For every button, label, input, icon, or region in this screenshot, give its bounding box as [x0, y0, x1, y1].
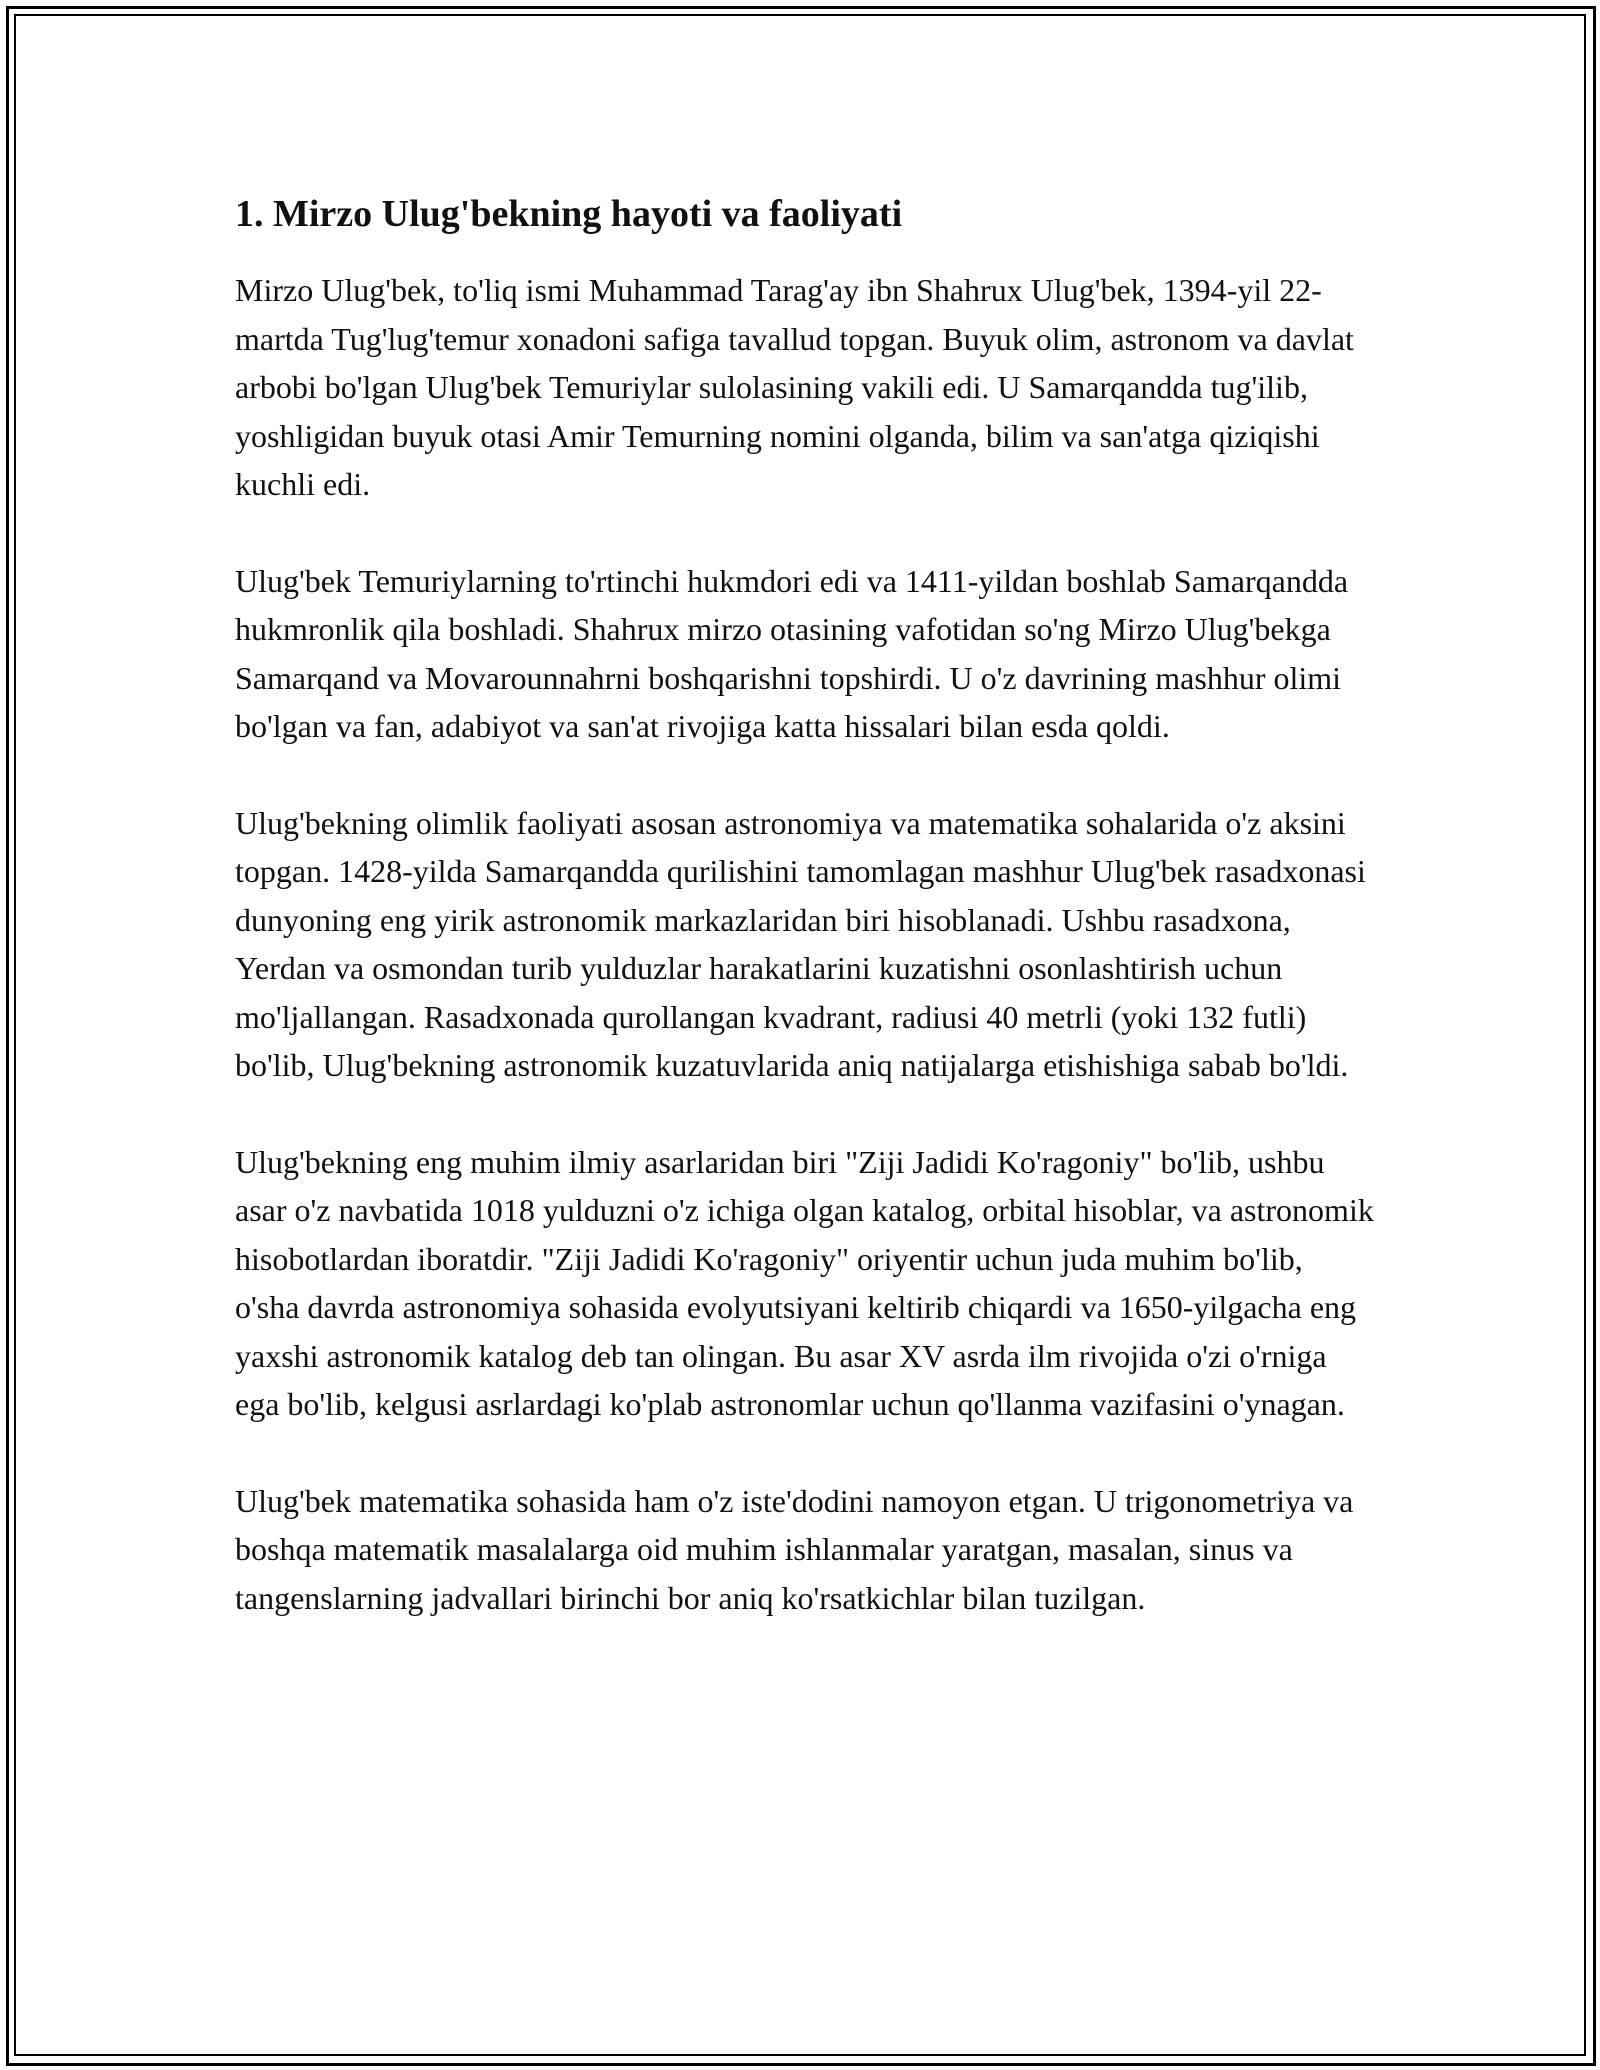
paragraph-4: Ulug'bekning eng muhim ilmiy asarlaridan biri "Ziji Jadidi Ko'ragoniy" bo'lib, ushbu asar o'z navbatida 1018 yulduzni o'z ichiga olgan katalog, orbital hisoblar, va astronomik hisobotlardan iboratdir. "Ziji Jadidi Ko'ragoniy" oriyentir uchun juda muhim bo'lib, o'sha davrda astronomiya sohasida evolyutsiyani keltirib chiqardi va 1650-yilgacha eng yaxshi astronomik katalog deb tan olingan. Bu asar XV asrda ilm rivojida o'zi o'rniga ega bo'lib, kelgusi asrlardagi ko'plab astronomlar uchun qo'llanma vazifasini o'ynagan. — [235, 1143, 1374, 1422]
paragraph-2: Ulug'bek Temuriylarning to'rtinchi hukmdori edi va 1411-yildan boshlab Samarqandda hukmronlik qila boshladi. Shahrux mirzo otasining vafotidan so'ng Mirzo Ulug'bekga Samarqand va Movarounnahrni boshqarishni topshirdi. U o'z davrining mashhur olimi bo'lgan va fan, adabiyot va san'at rivojiga katta hissalari bilan esda qoldi. — [235, 562, 1349, 744]
document-body — [235, 188, 1375, 1670]
paragraph-1: Mirzo Ulug'bek, to'liq ismi Muhammad Tarag'ay ibn Shahrux Ulug'bek, 1394-yil 22-martda Tug'lug'temur xonadoni safiga tavallud topgan. Buyuk olim, astronom va davlat arbobi bo'lgan Ulug'bek Temuriylar sulolasining vakili edi. U Samarqandda tug'ilib, yoshligidan buyuk otasi Amir Temurning nomini olganda, bilim va san'atga qiziqishi kuchli edi. — [235, 272, 1354, 502]
section-title: 1. Mirzo Ulug'bekning hayoti va faoliyati — [235, 193, 903, 235]
paragraph-3: Ulug'bekning olimlik faoliyati asosan astronomiya va matematika sohalarida o'z aksini topgan. 1428-yilda Samarqandda qurilishini tamomlagan mashhur Ulug'bek rasadxonasi dunyoning eng yirik astronomik markazlaridan biri hisoblanadi. Ushbu rasadxona, Yerdan va osmondan turib yulduzlar harakatlarini kuzatishni osonlashtirish uchun mo'ljallangan. Rasadxonada qurollangan kvadrant, radiusi 40 metrli (yoki 132 futli) bo'lib, Ulug'bekning astronomik kuzatuvlarida aniq natijalarga etishishiga sabab bo'ldi. — [235, 804, 1366, 1083]
paragraph-5: Ulug'bek matematika sohasida ham o'z iste'dodini namoyon etgan. U trigonometriya va boshqa matematik masalalarga oid muhim ishlanmalar yaratgan, masalan, sinus va tangenslarning jadvallari birinchi bor aniq ko'rsatkichlar bilan tuzilgan. — [235, 1482, 1354, 1616]
